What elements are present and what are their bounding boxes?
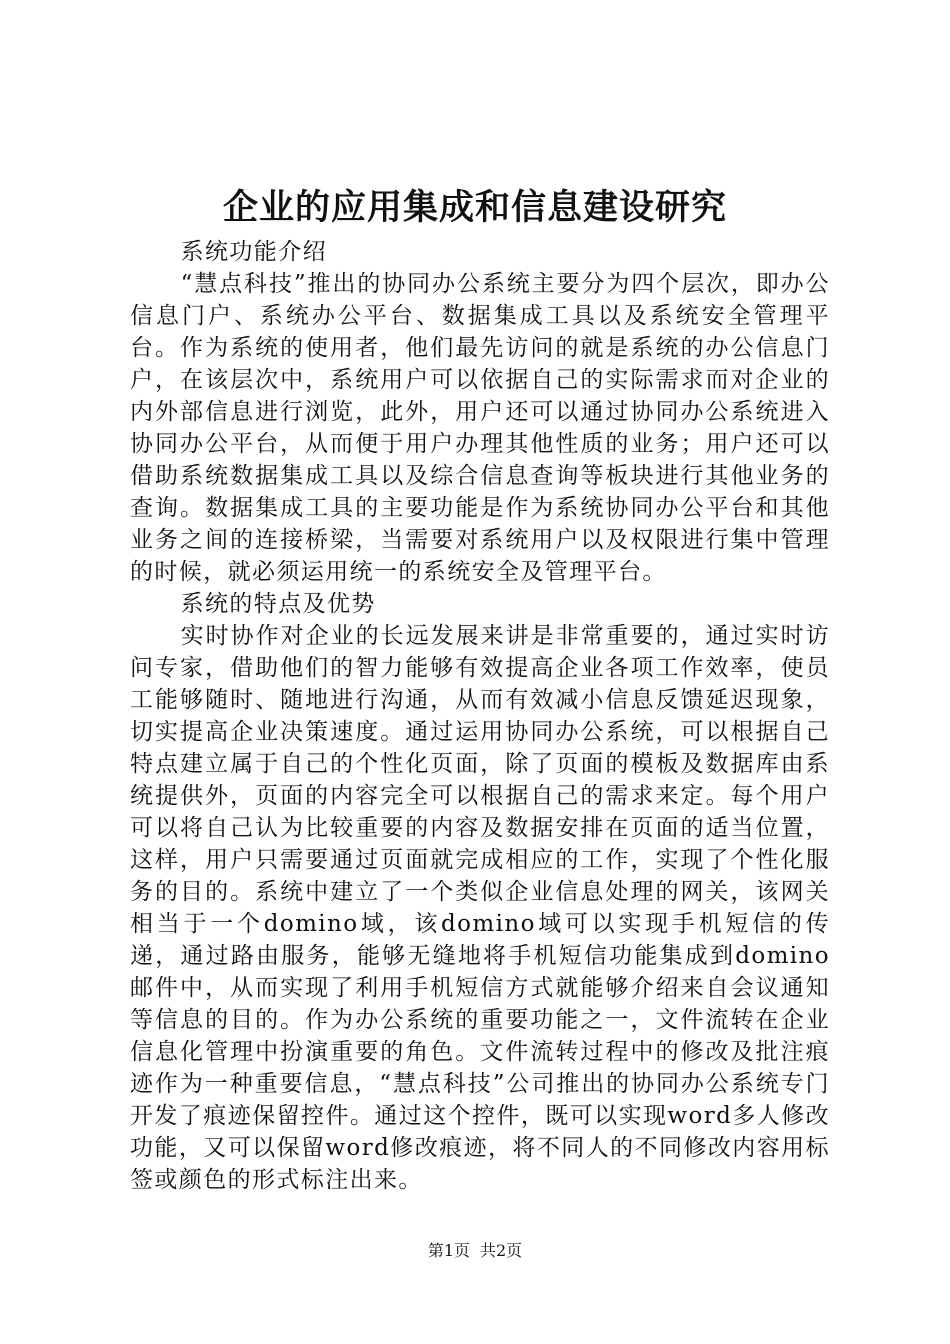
section-heading-intro: 系统功能介绍 [180,239,327,265]
document-body [130,236,830,1196]
section-heading-features: 系统的特点及优势 [180,591,376,617]
page-total: 共2页 [480,1241,523,1260]
document-title: 企业的应用集成和信息建设研究 [222,188,727,228]
section-paragraph-features: 实时协作对企业的长远发展来讲是非常重要的，通过实时访问专家，借助他们的智力能够有效提高企业各项工作效率，使员工能够随时、随地进行沟通，从而有效减小信息反馈延迟现象，切实提高企业决策速度。通过运用协同办公系统，可以根据自己特点建立属于自己的个性化页面，除了页面的模板及数据库由系统提供外，页面的内容完全可以根据自己的需求来定。每个用户可以将自己认为比较重要的内容及数据安排在页面的适当位置，这样，用户只需要通过页面就完成相应的工作，实现了个性化服务的目的。系统中建立了一个类似企业信息处理的网关，该网关相当于一个domino域，该domino域可以实现手机短信的传递，通过路由服务，能够无缝地将手机短信功能集成到domino邮件中，从而实现了利用手机短信方式就能够介绍来自会议通知等信息的目的。作为办公系统的重要功能之一，文件流转在企业信息化管理中扮演重要的角色。文件流转过程中的修改及批注痕迹作为一种重要信息，“慧点科技”公司推出的协同办公系统专门开发了痕迹保留控件。通过这个控件，既可以实现word多人修改功能，又可以保留word修改痕迹，将不同人的不同修改内容用标签或颜色的形式标注出来。 [130,623,830,1193]
page-footer [0,1239,950,1263]
page-number: 第1页 [427,1241,470,1260]
section-paragraph-intro: “慧点科技”推出的协同办公系统主要分为四个层次，即办公信息门户、系统办公平台、数据集成工具以及系统安全管理平台。作为系统的使用者，他们最先访问的就是系统的办公信息门户，在该层次中，系统用户可以依据自己的实际需求而对企业的内外部信息进行浏览，此外，用户还可以通过协同办公系统进入协同办公平台，从而便于用户办理其他性质的业务；用户还可以借助系统数据集成工具以及综合信息查询等板块进行其他业务的查询。数据集成工具的主要功能是作为系统协同办公平台和其他业务之间的连接桥梁，当需要对系统用户以及权限进行集中管理的时候，就必须运用统一的系统安全及管理平台。 [130,271,830,585]
